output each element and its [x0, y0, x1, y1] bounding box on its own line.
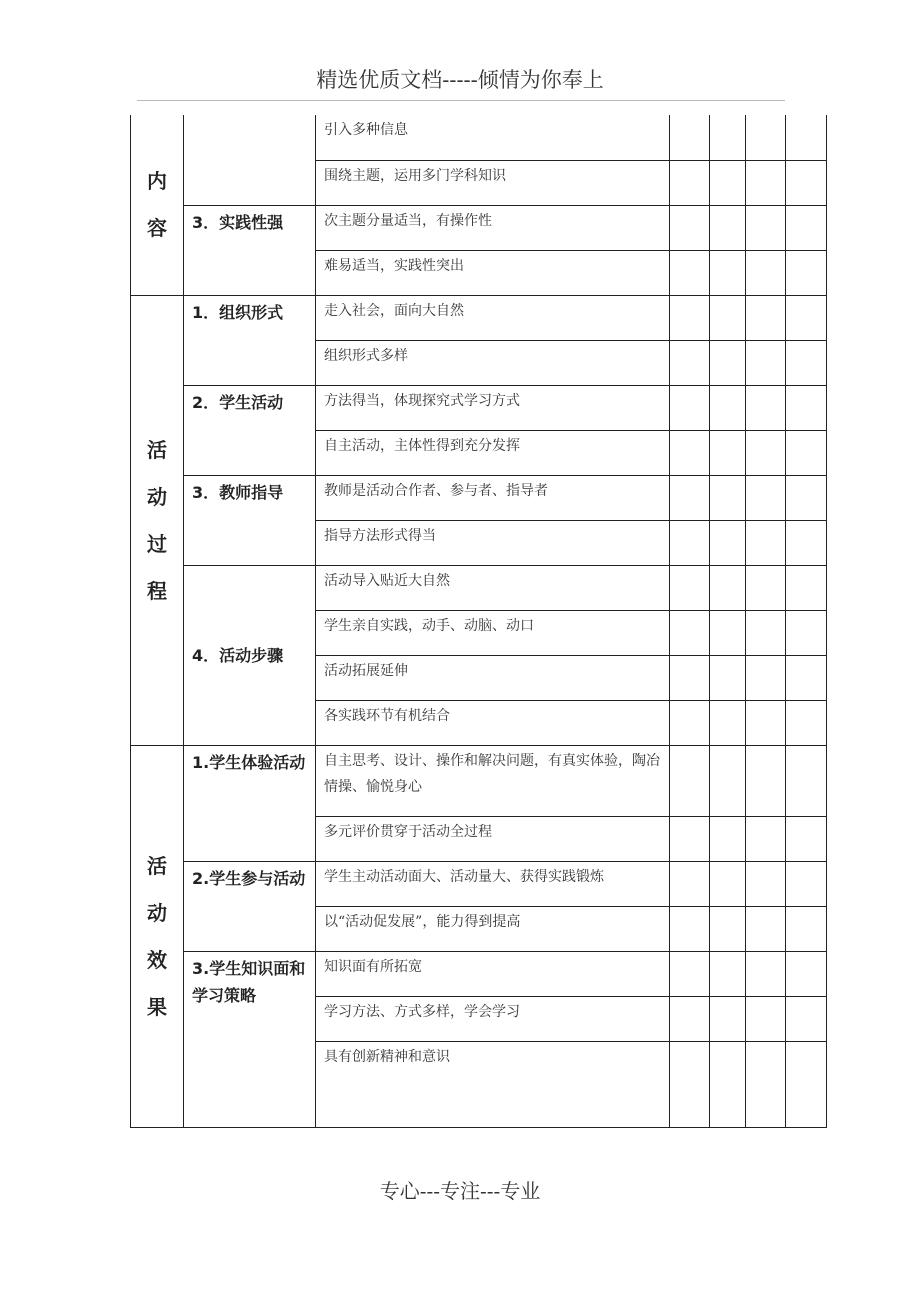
table-row — [131, 475, 827, 520]
score-box[interactable] — [786, 520, 827, 565]
score-box[interactable] — [746, 996, 786, 1041]
score-box[interactable] — [746, 520, 786, 565]
score-box[interactable] — [786, 951, 827, 996]
score-box[interactable] — [670, 906, 710, 951]
table-row — [131, 861, 827, 906]
score-box[interactable] — [786, 565, 827, 610]
score-box[interactable] — [710, 475, 746, 520]
score-box[interactable] — [786, 700, 827, 745]
score-box[interactable] — [746, 250, 786, 295]
score-box[interactable] — [746, 655, 786, 700]
score-box[interactable] — [710, 385, 746, 430]
subitem-teacher-guidance: 3．教师指导 — [184, 475, 316, 565]
table-row — [131, 565, 827, 610]
score-box[interactable] — [710, 996, 746, 1041]
score-box[interactable] — [786, 816, 827, 861]
header-divider — [137, 100, 785, 101]
score-box[interactable] — [746, 160, 786, 205]
criterion-cell: 知识面有所拓宽 — [316, 951, 670, 996]
criterion-cell: 活动导入贴近大自然 — [316, 565, 670, 610]
table-row — [131, 951, 827, 996]
criterion-cell: 围绕主题，运用多门学科知识 — [316, 160, 670, 205]
score-box[interactable] — [746, 906, 786, 951]
score-box[interactable] — [670, 996, 710, 1041]
score-box[interactable] — [786, 996, 827, 1041]
score-box[interactable] — [786, 205, 827, 250]
score-box[interactable] — [746, 700, 786, 745]
score-box[interactable] — [746, 610, 786, 655]
score-box[interactable] — [746, 745, 786, 816]
criterion-cell: 组织形式多样 — [316, 340, 670, 385]
score-box[interactable] — [786, 295, 827, 340]
score-box[interactable] — [746, 565, 786, 610]
score-box[interactable] — [670, 700, 710, 745]
score-box[interactable] — [746, 385, 786, 430]
score-box[interactable] — [670, 861, 710, 906]
criterion-cell: 学生亲自实践，动手、动脑、动口 — [316, 610, 670, 655]
criterion-cell: 学习方法、方式多样，学会学习 — [316, 996, 670, 1041]
subitem-experience: 1.学生体验活动 — [184, 745, 316, 861]
score-box[interactable] — [710, 861, 746, 906]
score-box[interactable] — [746, 295, 786, 340]
criterion-cell: 各实践环节有机结合 — [316, 700, 670, 745]
score-box[interactable] — [746, 951, 786, 996]
score-box[interactable] — [670, 340, 710, 385]
score-box[interactable] — [746, 430, 786, 475]
criterion-cell: 以“活动促发展”，能力得到提高 — [316, 906, 670, 951]
subitem-organization: 1．组织形式 — [184, 295, 316, 385]
criterion-cell: 走入社会，面向大自然 — [316, 295, 670, 340]
score-box[interactable] — [710, 610, 746, 655]
score-box[interactable] — [710, 906, 746, 951]
table-row — [131, 295, 827, 340]
criterion-cell: 自主活动，主体性得到充分发挥 — [316, 430, 670, 475]
criterion-cell: 自主思考、设计、操作和解决问题，有真实体验，陶冶情操、愉悦身心 — [316, 745, 670, 816]
score-box[interactable] — [746, 861, 786, 906]
score-box[interactable] — [670, 745, 710, 816]
score-box[interactable] — [670, 205, 710, 250]
score-box[interactable] — [670, 295, 710, 340]
criterion-cell: 学生主动活动面大、活动量大、获得实践锻炼 — [316, 861, 670, 906]
score-box[interactable] — [786, 906, 827, 951]
score-box[interactable] — [786, 610, 827, 655]
score-box[interactable] — [786, 115, 827, 160]
section-label-process: 活 动 过 程 — [131, 295, 184, 745]
score-box[interactable] — [710, 295, 746, 340]
score-box[interactable] — [786, 430, 827, 475]
score-box[interactable] — [746, 205, 786, 250]
score-box[interactable] — [710, 745, 746, 816]
score-box[interactable] — [670, 610, 710, 655]
score-box[interactable] — [670, 115, 710, 160]
page-header: 精选优质文档-----倾情为你奉上 — [316, 68, 604, 92]
score-box[interactable] — [710, 160, 746, 205]
section-label-content: 内 容 — [131, 115, 184, 295]
subitem-activity-steps: 4．活动步骤 — [184, 565, 316, 745]
subitem-cell-empty — [184, 115, 316, 205]
criterion-cell: 方法得当，体现探究式学习方式 — [316, 385, 670, 430]
score-box[interactable] — [786, 385, 827, 430]
score-box[interactable] — [710, 115, 746, 160]
score-box[interactable] — [670, 475, 710, 520]
score-box[interactable] — [670, 160, 710, 205]
score-box[interactable] — [746, 816, 786, 861]
score-box[interactable] — [710, 655, 746, 700]
score-box[interactable] — [746, 1041, 786, 1127]
criterion-cell: 引入多种信息 — [316, 115, 670, 160]
table-row — [131, 115, 827, 160]
score-box[interactable] — [670, 655, 710, 700]
page-footer: 专心---专注---专业 — [379, 1179, 541, 1203]
score-box[interactable] — [670, 816, 710, 861]
score-box[interactable] — [786, 160, 827, 205]
evaluation-table — [130, 115, 827, 1128]
score-box[interactable] — [670, 1041, 710, 1127]
criterion-cell: 难易适当，实践性突出 — [316, 250, 670, 295]
section-label-effect: 活 动 效 果 — [131, 745, 184, 1127]
score-box[interactable] — [670, 520, 710, 565]
score-box[interactable] — [786, 861, 827, 906]
subitem-participation: 2.学生参与活动 — [184, 861, 316, 951]
score-box[interactable] — [710, 430, 746, 475]
score-box[interactable] — [786, 745, 827, 816]
score-box[interactable] — [710, 816, 746, 861]
criterion-cell: 具有创新精神和意识 — [316, 1041, 670, 1127]
score-box[interactable] — [746, 115, 786, 160]
score-box[interactable] — [710, 340, 746, 385]
criterion-cell: 多元评价贯穿于活动全过程 — [316, 816, 670, 861]
table-row — [131, 745, 827, 816]
criterion-cell: 指导方法形式得当 — [316, 520, 670, 565]
score-box[interactable] — [670, 565, 710, 610]
subitem-student-activity: 2．学生活动 — [184, 385, 316, 475]
table-row — [131, 205, 827, 250]
score-box[interactable] — [670, 430, 710, 475]
score-box[interactable] — [746, 340, 786, 385]
criterion-cell: 活动拓展延伸 — [316, 655, 670, 700]
score-box[interactable] — [710, 565, 746, 610]
score-box[interactable] — [710, 250, 746, 295]
subitem-knowledge: 3.学生知识面和学习策略 — [184, 951, 316, 1127]
score-box[interactable] — [710, 520, 746, 565]
criterion-cell: 教师是活动合作者、参与者、指导者 — [316, 475, 670, 520]
score-box[interactable] — [670, 385, 710, 430]
score-box[interactable] — [710, 1041, 746, 1127]
score-box[interactable] — [670, 250, 710, 295]
score-box[interactable] — [710, 951, 746, 996]
score-box[interactable] — [786, 475, 827, 520]
score-box[interactable] — [786, 655, 827, 700]
criterion-cell: 次主题分量适当，有操作性 — [316, 205, 670, 250]
table-row — [131, 385, 827, 430]
score-box[interactable] — [710, 700, 746, 745]
score-box[interactable] — [786, 1041, 827, 1127]
subitem-practicality: 3．实践性强 — [184, 205, 316, 295]
score-box[interactable] — [786, 250, 827, 295]
score-box[interactable] — [746, 475, 786, 520]
score-box[interactable] — [710, 205, 746, 250]
score-box[interactable] — [670, 951, 710, 996]
score-box[interactable] — [786, 340, 827, 385]
